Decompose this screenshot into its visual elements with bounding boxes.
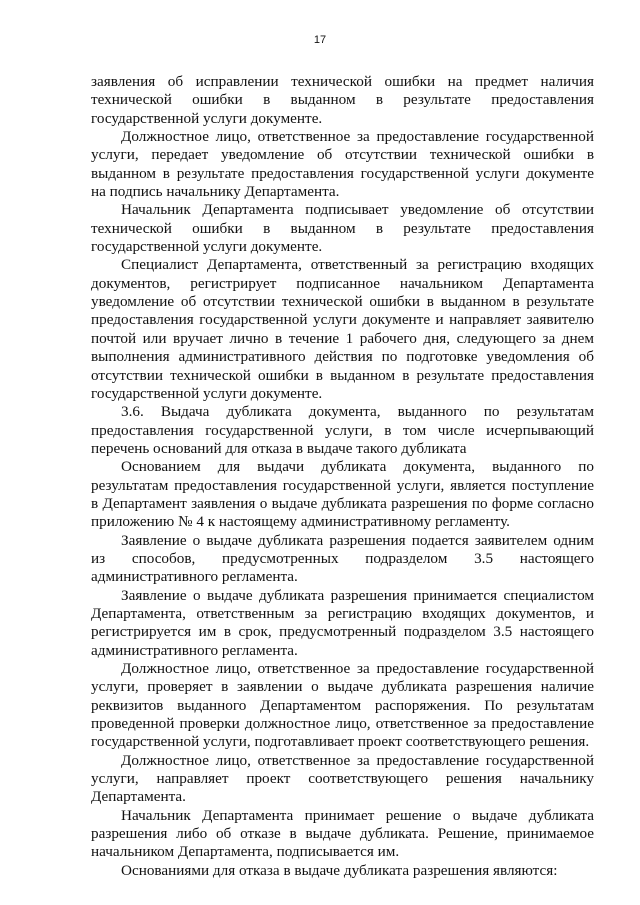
section-heading: 3.6. Выдача дубликата документа, выданного по результатам предоставления государственной услуги, в том числе исчерпывающий перечень оснований для отказа в выдаче такого дубликата [91,403,594,457]
paragraph: Основаниями для отказа в выдаче дубликата разрешения являются: [121,861,558,879]
paragraph: Начальник Департамента подписывает уведомление об отсутствии технической ошибки в выданном в результате предоставления государственной услуги документе. [91,201,594,256]
page-number: 17 [313,34,327,46]
paragraph-continuation: заявления об исправлении технической ошибки на предмет наличия технической ошибки в выданном в результате предоставления государственной услуги документе. [91,73,594,127]
paragraph: Заявление о выдаче дубликата разрешения подается заявителем одним из способов, предусмотренных подразделом 3.5 настоящего административного регламента. [91,531,594,586]
document-body [91,73,594,880]
paragraph: Основанием для выдачи дубликата документа, выданного по результатам предоставления государственной услуги, является поступление в Департамент заявления о выдаче дубликата разрешения по форме согласно приложению № 4 к настоящему административному регламенту. [91,458,594,531]
paragraph: Начальник Департамента принимает решение о выдаче дубликата разрешения либо об отказе в выдаче дубликата. Решение, принимаемое начальником Департамента, подписывается им. [91,806,594,861]
paragraph: Должностное лицо, ответственное за предоставление государственной услуги, передает уведомление об отсутствии технической ошибки в выданном в результате предоставления государственной услуги документе на подпись начальнику Департамента. [91,128,594,201]
paragraph: Специалист Департамента, ответственный за регистрацию входящих документов, регистрирует подписанное начальником Департамента уведомление об отсутствии технической ошибки в выданном в результате предоставления государственной услуги документе и направляет заявителю почтой или вручает лично в течение 1 рабочего дня, следующего за днем выполнения административного действия по подготовке уведомления об отсутствии технической ошибки в выданном в результате предоставления государственной услуги документе. [91,256,594,402]
paragraph: Должностное лицо, ответственное за предоставление государственной услуги, направляет проект соответствующего решения начальнику Департамента. [91,751,594,806]
paragraph: Должностное лицо, ответственное за предоставление государственной услуги, проверяет в заявлении о выдаче дубликата разрешения наличие реквизитов выданного Департаментом распоряжения. По результатам проведенной проверки должностное лицо, ответственное за предоставление государственной услуги, подготавливает проект соответствующего решения. [91,660,594,751]
paragraph: Заявление о выдаче дубликата разрешения принимается специалистом Департамента, ответственным за регистрацию входящих документов, и регистрируется им в срок, предусмотренный подразделом 3.5 настоящего административного регламента. [91,586,594,659]
